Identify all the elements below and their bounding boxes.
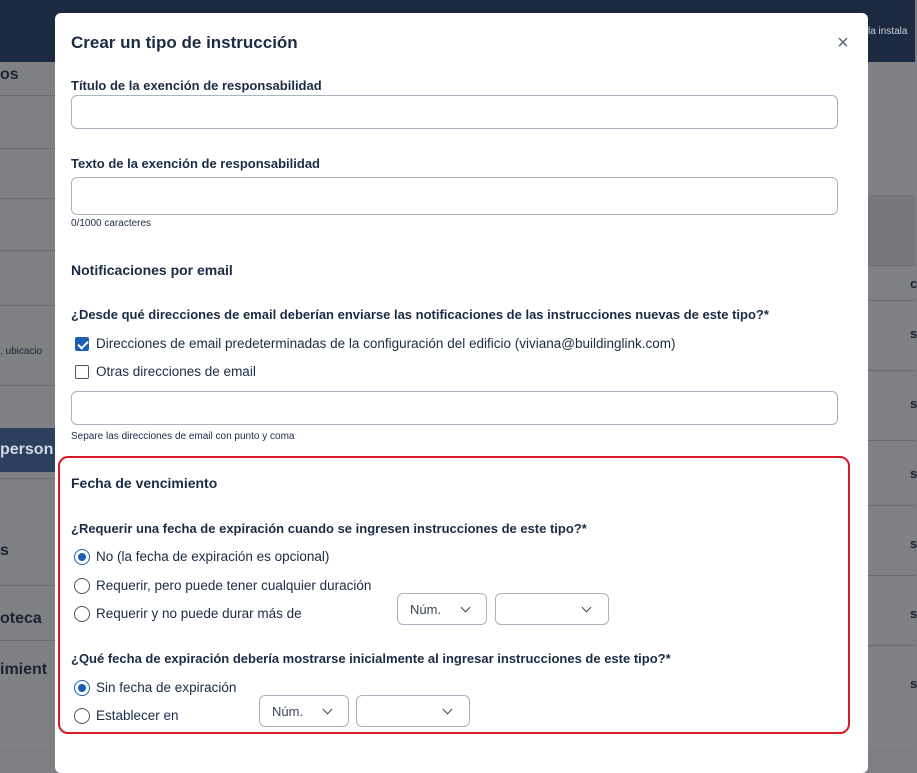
background-right-letter: s [910,326,917,341]
background-divider [0,478,56,479]
background-divider [0,305,56,306]
background-right-letter: s [910,396,917,411]
background-sidebar-label: , ubicacio [0,346,43,357]
require-option-max-duration-label: Requerir y no puede durar más de [96,606,302,621]
initial-number-select[interactable] [259,695,349,727]
chevron-down-icon [582,603,592,613]
background-divider [0,585,56,586]
email-separator-helper: Separe las direcciones de email con punto y coma [71,431,295,442]
require-number-select[interactable] [397,593,487,625]
require-option-no-radio[interactable] [74,549,90,565]
background-divider [0,148,56,149]
background-divider [868,505,915,506]
initial-option-none-radio[interactable] [74,680,90,696]
background-header-text: la instala [868,26,908,37]
background-sidebar-label: os [0,66,19,83]
expiration-section-title: Fecha de vencimiento [71,475,218,491]
initial-option-set-label: Establecer en [96,708,179,723]
background-divider [0,385,56,386]
background-sidebar-label: imient [0,661,48,678]
background-divider [0,250,56,251]
initial-number-select-value: Núm. [272,704,304,719]
disclaimer-title-label: Título de la exención de responsabilidad [71,78,322,93]
background-divider [0,640,56,641]
require-option-max-duration-radio[interactable] [74,606,90,622]
create-instruction-type-modal [55,13,868,773]
background-divider [0,95,56,96]
require-option-any-duration-label: Requerir, pero puede tener cualquier duración [96,578,372,593]
background-divider [0,198,56,199]
initial-option-set-radio[interactable] [74,708,90,724]
background-right-letter: s [910,536,917,551]
character-counter: 0/1000 caracteres [71,218,152,229]
require-option-any-duration-radio[interactable] [74,578,90,594]
background-divider [868,370,915,371]
initial-expiration-question: ¿Qué fecha de expiración debería mostrarse inicialmente al ingresar instrucciones de este tipo?* [71,651,671,666]
require-expiration-question: ¿Requerir una fecha de expiración cuando se ingresen instrucciones de este tipo?* [71,521,587,536]
require-unit-select[interactable] [495,593,609,625]
background-right-letter: s [910,676,917,691]
chevron-down-icon [443,705,453,715]
background-divider [868,265,915,266]
default-emails-checkbox[interactable] [75,337,89,351]
background-divider [868,575,915,576]
initial-option-none-label: Sin fecha de expiración [96,680,237,695]
disclaimer-text-label: Texto de la exención de responsabilidad [71,156,320,171]
modal-title: Crear un tipo de instrucción [71,33,298,52]
background-right-letter: s [910,606,917,621]
background-right-block [868,195,915,265]
other-emails-checkbox[interactable] [75,365,89,379]
chevron-down-icon [323,705,333,715]
background-divider [868,440,915,441]
background-right-letter: c [910,276,917,291]
close-icon[interactable]: × [837,32,849,54]
require-number-select-value: Núm. [410,602,442,617]
background-right-letter: s [910,466,917,481]
email-notifications-title: Notificaciones por email [71,262,233,278]
require-option-no-label: No (la fecha de expiración es opcional) [96,549,330,564]
background-sidebar-label: oteca [0,610,42,627]
background-sidebar-label: person [0,441,54,458]
background-divider [868,300,915,301]
background-divider [868,645,915,646]
background-sidebar [0,62,56,748]
initial-unit-select[interactable] [356,695,470,727]
email-question: ¿Desde qué direcciones de email deberían enviarse las notificaciones de las instrucciones nuevas de este tipo?* [71,307,769,322]
disclaimer-text-input[interactable] [71,177,838,215]
other-emails-input[interactable] [71,391,838,425]
disclaimer-title-input[interactable] [71,95,838,129]
chevron-down-icon [461,603,471,613]
background-sidebar-label: s [0,542,9,559]
other-emails-label: Otras direcciones de email [96,364,256,379]
default-emails-label: Direcciones de email predeterminadas de la configuración del edificio (viviana@buildinglink.com) [96,336,676,351]
